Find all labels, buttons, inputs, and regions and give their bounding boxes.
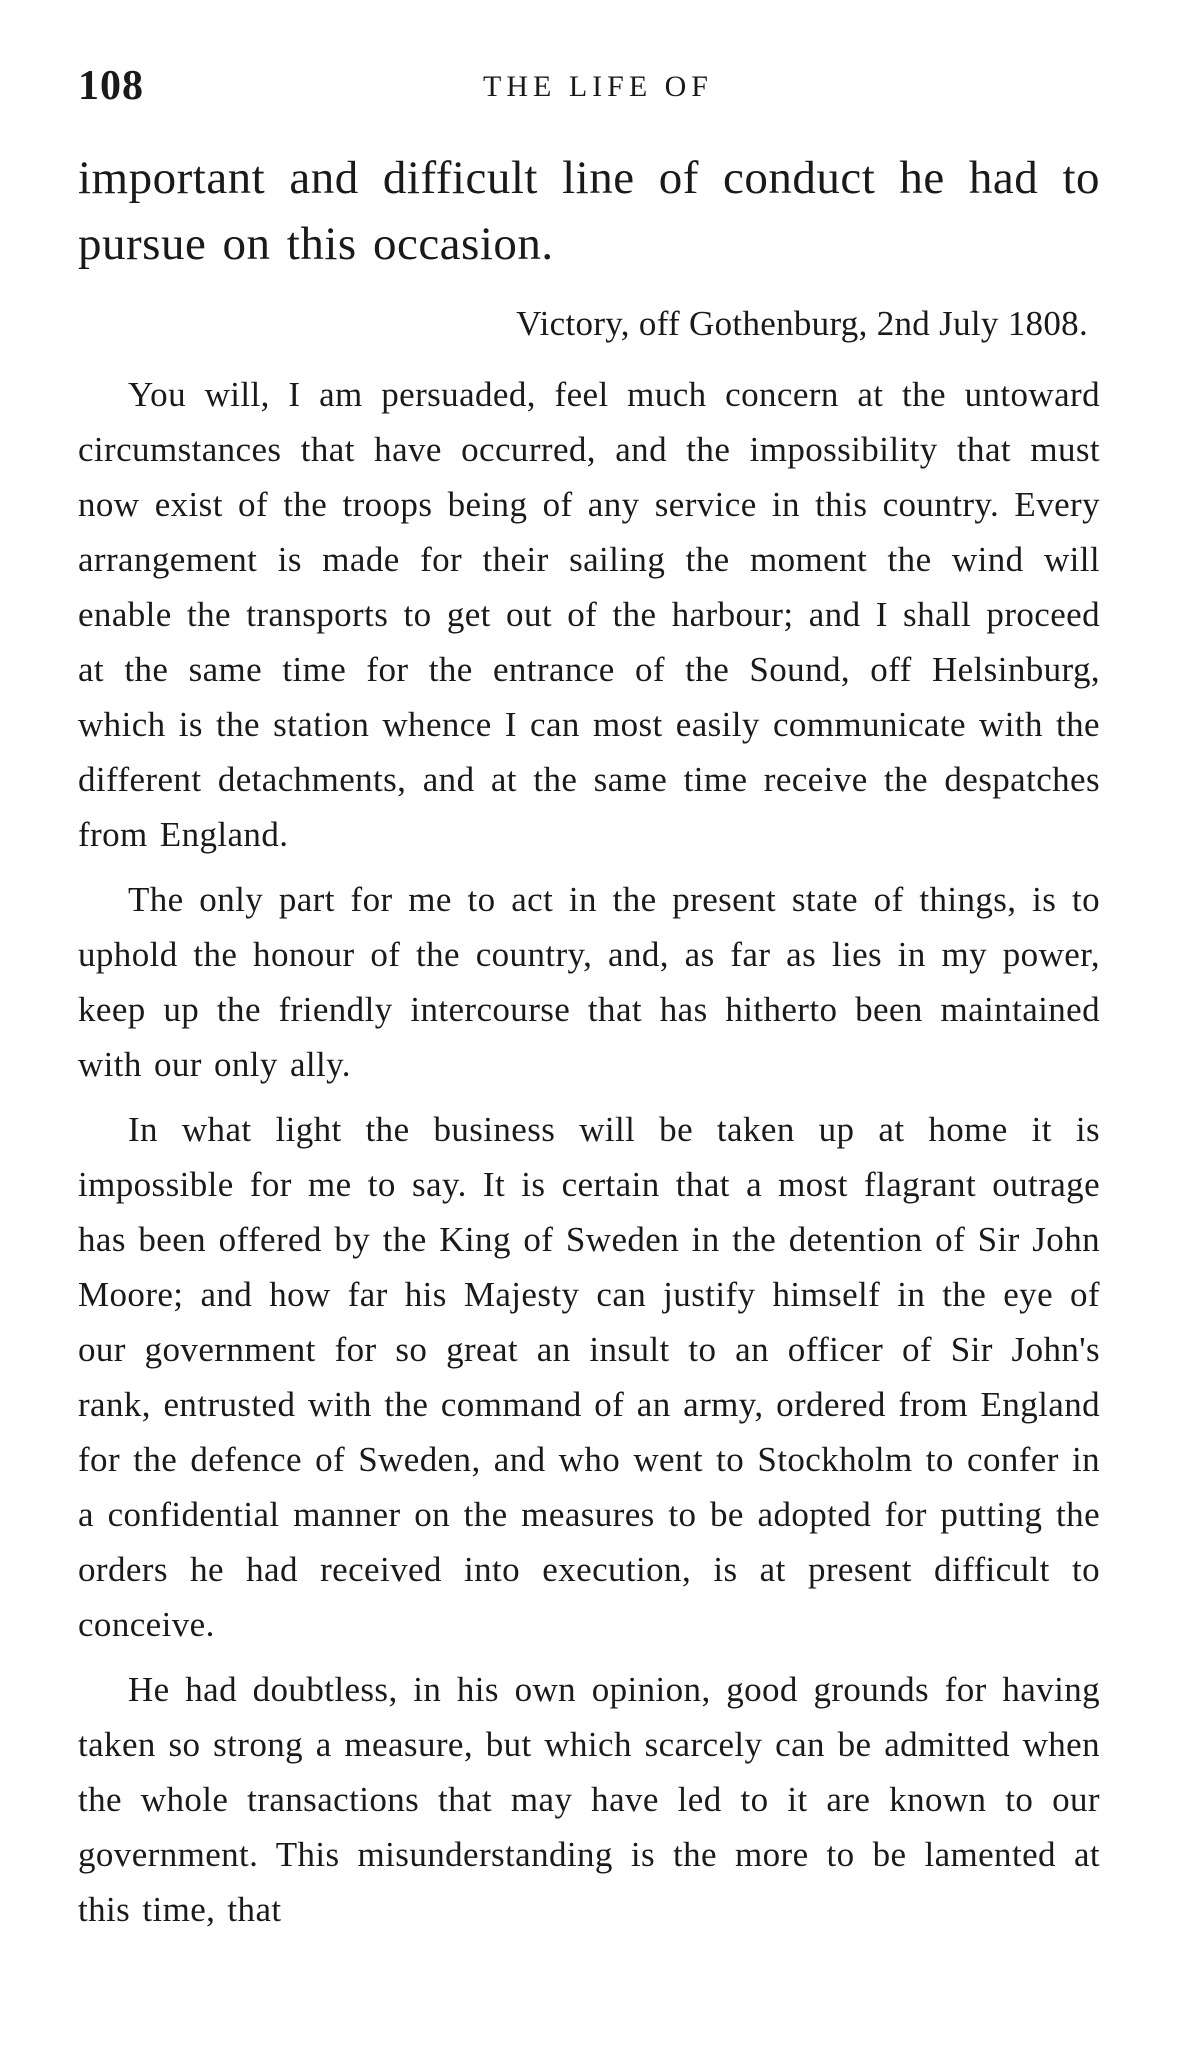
body-text [78, 145, 1100, 1947]
page-number: 108 [78, 63, 144, 109]
running-title: THE LIFE OF [483, 70, 713, 103]
letter-paragraph-1: You will, I am persuaded, feel much concern at the untoward circumstances that have occurred, and the impossibility that must now exist of the troops being of any service in this country. Every arrangement is made for their sailing the moment the wind will enable the transports to get out of the harbour; and I shall proceed at the same time for the entrance of the Sound, off Helsinburg, which is the station whence I can most easily communicate with the different detachments, and at the same time receive the despatches from England. [78, 375, 1100, 854]
letter-paragraph-4: He had doubtless, in his own opinion, good grounds for having taken so strong a measure, but which scarcely can be admitted when the whole transactions that may have led to it are known to our government. This misunderstanding is the more to be lamented at this time, that [78, 1670, 1100, 1929]
continuation-paragraph: important and difficult line of conduct he had to pursue on this occasion. [78, 152, 1100, 270]
letter-paragraph-3: In what light the business will be taken up at home it is impossible for me to say. It is certain that a most flagrant outrage has been offered by the King of Sweden in the detention of Sir John Moore; and how far his Majesty can justify himself in the eye of our government for so great an insult to an officer of Sir John's rank, entrusted with the command of an army, ordered from England for the defence of Sweden, and who went to Stockholm to confer in a confidential manner on the measures to be adopted for putting the orders he had received into execution, is at present difficult to conceive. [78, 1110, 1100, 1644]
running-head [78, 62, 1098, 122]
letter-paragraph-2: The only part for me to act in the present state of things, is to uphold the honour of the country, and, as far as lies in my power, keep up the friendly intercourse that has hitherto been maintained with our only ally. [78, 880, 1100, 1084]
letter-dateline: Victory, off Gothenburg, 2nd July 1808. [516, 304, 1088, 343]
